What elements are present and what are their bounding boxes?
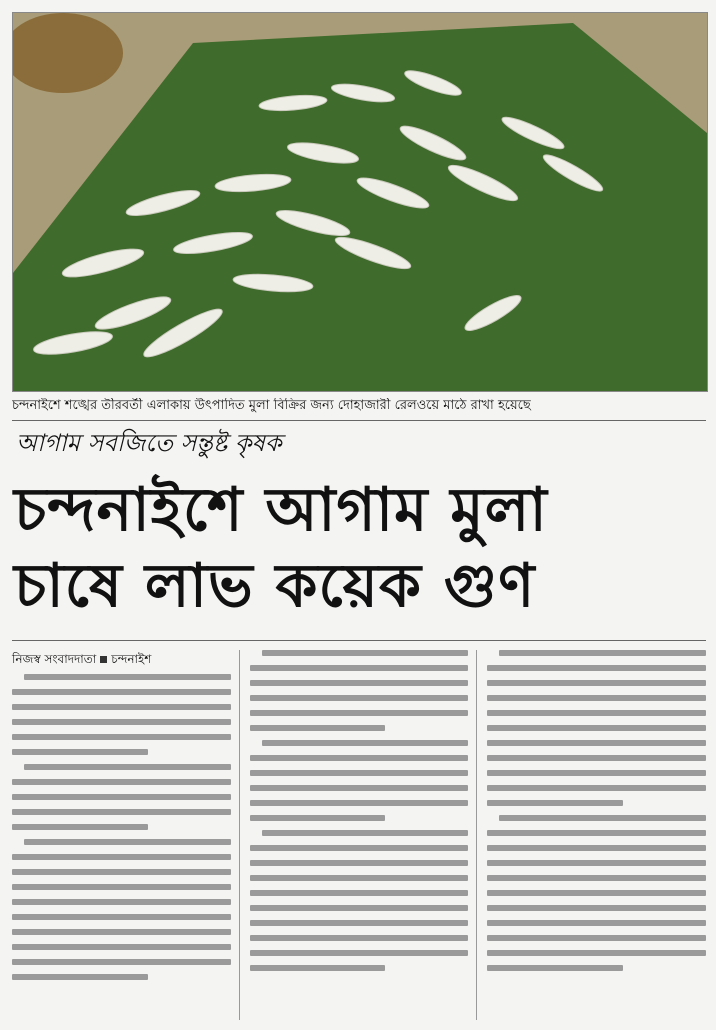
text-line-placeholder [487, 950, 706, 956]
text-line-placeholder [12, 779, 231, 785]
text-line-placeholder [250, 920, 469, 926]
text-line-placeholder [250, 875, 469, 881]
text-line-placeholder [487, 830, 706, 836]
dateline [12, 650, 231, 668]
text-line-placeholder [262, 740, 469, 746]
text-line-placeholder [250, 665, 469, 671]
text-line-placeholder [250, 770, 469, 776]
text-line-placeholder [487, 875, 706, 881]
text-line-placeholder [262, 650, 469, 656]
text-line-placeholder [12, 959, 231, 965]
text-line-placeholder [250, 800, 469, 806]
text-line-placeholder [12, 719, 231, 725]
text-line-placeholder [487, 905, 706, 911]
kicker: আগাম সবজিতে সন্তুষ্ট কৃষক [16, 429, 282, 457]
text-line-placeholder [250, 905, 469, 911]
text-line-placeholder [12, 704, 231, 710]
caption-divider [12, 420, 706, 421]
text-line-placeholder [487, 755, 706, 761]
text-line-placeholder [12, 854, 231, 860]
article-body [12, 650, 706, 1020]
text-line-placeholder [12, 689, 231, 695]
text-line-placeholder [487, 680, 706, 686]
text-line-placeholder [12, 899, 231, 905]
text-line-placeholder [12, 749, 148, 755]
headline-line-2: চাষে লাভ কয়েক গুণ [14, 551, 536, 621]
text-line-placeholder [499, 815, 706, 821]
text-line-placeholder [12, 794, 231, 800]
text-line-placeholder [12, 869, 231, 875]
text-line-placeholder [262, 830, 469, 836]
text-line-placeholder [12, 974, 148, 980]
text-line-placeholder [487, 800, 623, 806]
text-line-placeholder [487, 785, 706, 791]
text-line-placeholder [487, 770, 706, 776]
text-line-placeholder [12, 734, 231, 740]
text-line-placeholder [487, 845, 706, 851]
text-line-placeholder [12, 884, 231, 890]
text-line-placeholder [250, 725, 386, 731]
text-line-placeholder [24, 764, 231, 770]
text-line-placeholder [499, 650, 706, 656]
body-column-2 [250, 650, 478, 1020]
text-line-placeholder [487, 725, 706, 731]
radish-harvest-photo [13, 13, 707, 391]
text-line-placeholder [250, 935, 469, 941]
dateline-place: চন্দনাইশ [111, 652, 152, 666]
text-line-placeholder [250, 950, 469, 956]
text-line-placeholder [487, 920, 706, 926]
body-column-1 [12, 650, 240, 1020]
text-line-placeholder [250, 755, 469, 761]
text-line-placeholder [250, 890, 469, 896]
body-column-3 [487, 650, 706, 1020]
text-line-placeholder [487, 710, 706, 716]
headline-divider [12, 640, 706, 641]
text-line-placeholder [487, 965, 623, 971]
photo-caption: চন্দনাইশে শঙ্খের তীরবর্তী এলাকায় উৎপাদিত মুলা বিক্রির জন্য দোহাজারী রেলওয়ে মাঠে রাখা হয়েছে [12, 398, 531, 413]
text-line-placeholder [250, 710, 469, 716]
text-line-placeholder [250, 695, 469, 701]
text-line-placeholder [12, 929, 231, 935]
text-line-placeholder [250, 860, 469, 866]
text-line-placeholder [250, 965, 386, 971]
text-line-placeholder [250, 785, 469, 791]
text-line-placeholder [487, 890, 706, 896]
text-line-placeholder [487, 740, 706, 746]
text-line-placeholder [24, 839, 231, 845]
text-line-placeholder [487, 860, 706, 866]
text-line-placeholder [250, 815, 386, 821]
text-line-placeholder [487, 665, 706, 671]
text-line-placeholder [250, 680, 469, 686]
text-line-placeholder [24, 674, 231, 680]
text-line-placeholder [12, 914, 231, 920]
text-line-placeholder [250, 845, 469, 851]
headline-line-1: চন্দনাইশে আগাম মুলা [14, 475, 548, 545]
text-line-placeholder [12, 944, 231, 950]
dateline-separator-icon [100, 656, 107, 663]
article-photo [12, 12, 708, 392]
text-line-placeholder [487, 935, 706, 941]
dateline-reporter: নিজস্ব সংবাদদাতা [12, 652, 97, 666]
text-line-placeholder [12, 824, 148, 830]
text-line-placeholder [12, 809, 231, 815]
headline [14, 472, 704, 624]
text-line-placeholder [487, 695, 706, 701]
